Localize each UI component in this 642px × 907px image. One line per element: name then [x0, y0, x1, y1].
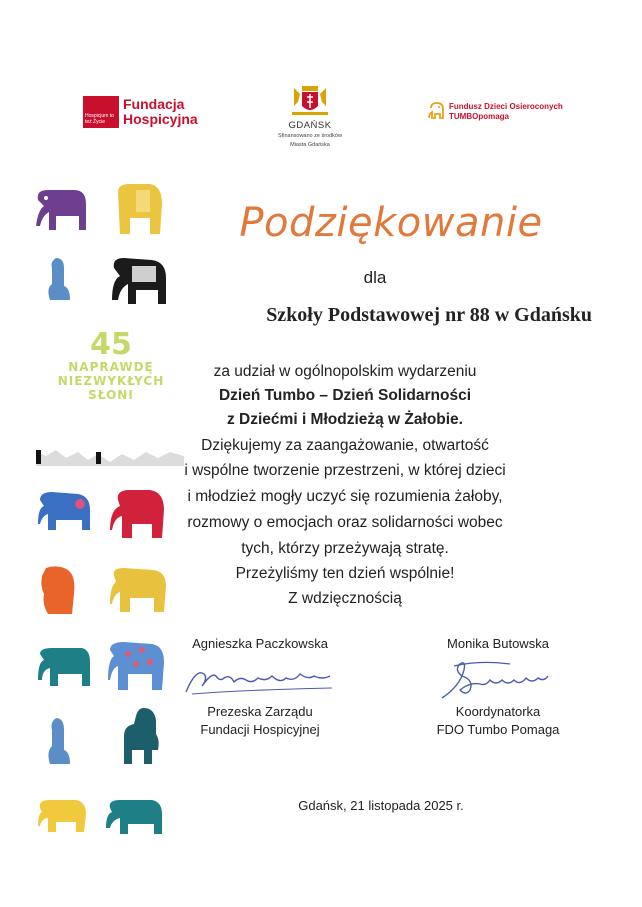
- title-text: Podziękowanie: [239, 200, 543, 246]
- body-paragraph-line2: i wspólne tworzenie przestrzeni, w której dzieci: [184, 462, 506, 479]
- tumbo-pomaga-logo: [428, 102, 563, 122]
- red-elephant-icon: [110, 486, 166, 542]
- tumbo-line2: TUMBOpomaga: [449, 112, 509, 121]
- tumbo-line1: Fundusz Dzieci Osieroconych: [449, 102, 563, 111]
- signature-1-image: [182, 664, 338, 698]
- fundacja-logo-mark: [83, 96, 119, 128]
- gdansk-crest-icon: [288, 84, 332, 118]
- blue-small-elephant-2-icon: [44, 716, 72, 768]
- fundacja-hospicyjna-logo: [83, 96, 198, 128]
- signer1-name: Agnieszka Paczkowska: [192, 636, 328, 651]
- black-elephant-icon: [108, 254, 168, 308]
- book-line2: NIEZWYKŁYCH: [57, 374, 165, 388]
- fundacja-logo-small-text: Hospicjum to też Życie: [85, 113, 114, 125]
- blue-pink-elephant-icon: [36, 490, 92, 534]
- dla-text: dla: [363, 268, 387, 287]
- body-paragraph-line6: Przeżyliśmy ten dzień wspólnie!: [235, 565, 455, 582]
- teal-elephant-icon: [36, 646, 92, 690]
- signer2-role-line1: Koordynatorka: [455, 704, 541, 719]
- gdansk-name: GDAŃSK: [288, 120, 332, 131]
- torn-paper-edge: [36, 446, 184, 466]
- school-name: Szkoły Podstawowej nr 88 w Gdańsku: [266, 304, 592, 326]
- gdansk-logo: [268, 84, 352, 149]
- orange-elephant-icon: [38, 564, 78, 616]
- signer1-role-line1: Prezeska Zarządu: [207, 704, 313, 719]
- book-line1: NAPRAWDĘ: [68, 360, 154, 374]
- elephant-logo-icon: [428, 102, 446, 122]
- body-line1: za udział w ogólnopolskim wydarzeniu: [213, 363, 477, 380]
- body-paragraph-line5: tych, którzy przeżywają stratę.: [241, 540, 449, 557]
- fundacja-name-line2: Hospicyjna: [123, 111, 198, 127]
- closing-text: Z wdzięcznością: [288, 590, 402, 607]
- event-name-line1: Dzień Tumbo – Dzień Solidarności: [218, 387, 472, 404]
- page-title: [0, 200, 642, 246]
- body-paragraph-line1: Dziękujemy za zaangażowanie, otwartość: [201, 437, 489, 454]
- dark-teal-elephant-icon: [118, 706, 162, 766]
- date-text: Gdańsk, 21 listopada 2025 r.: [298, 798, 464, 813]
- signature-2-image: [440, 656, 550, 702]
- signer2-role-line2: FDO Tumbo Pomaga: [436, 722, 560, 737]
- book-line3: SŁONI: [88, 388, 134, 402]
- body-paragraph-line3: i młodzież mogły uczyć się rozumienia żałoby,: [187, 488, 503, 505]
- signer2-name: Monika Butowska: [447, 636, 549, 651]
- body-paragraph-line4: rozmowy o emocjach oraz solidarności wobec: [187, 514, 503, 531]
- spotted-elephant-icon: [106, 640, 166, 692]
- book-cover-title: [36, 327, 186, 402]
- blue-small-elephant-icon: [44, 256, 72, 304]
- signer1-role-line2: Fundacji Hospicyjnej: [200, 722, 320, 737]
- yellow-elephant-2-icon: [108, 566, 168, 614]
- gdansk-sub-line2: Miasta Gdańska: [290, 142, 330, 148]
- fundacja-name-line1: Fundacja: [123, 96, 185, 112]
- event-name-line2: z Dziećmi i Młodzieżą w Żałobie.: [227, 411, 463, 428]
- gdansk-sub-line1: Sfinansowano ze środków: [278, 133, 342, 139]
- book-number: 45: [90, 327, 132, 362]
